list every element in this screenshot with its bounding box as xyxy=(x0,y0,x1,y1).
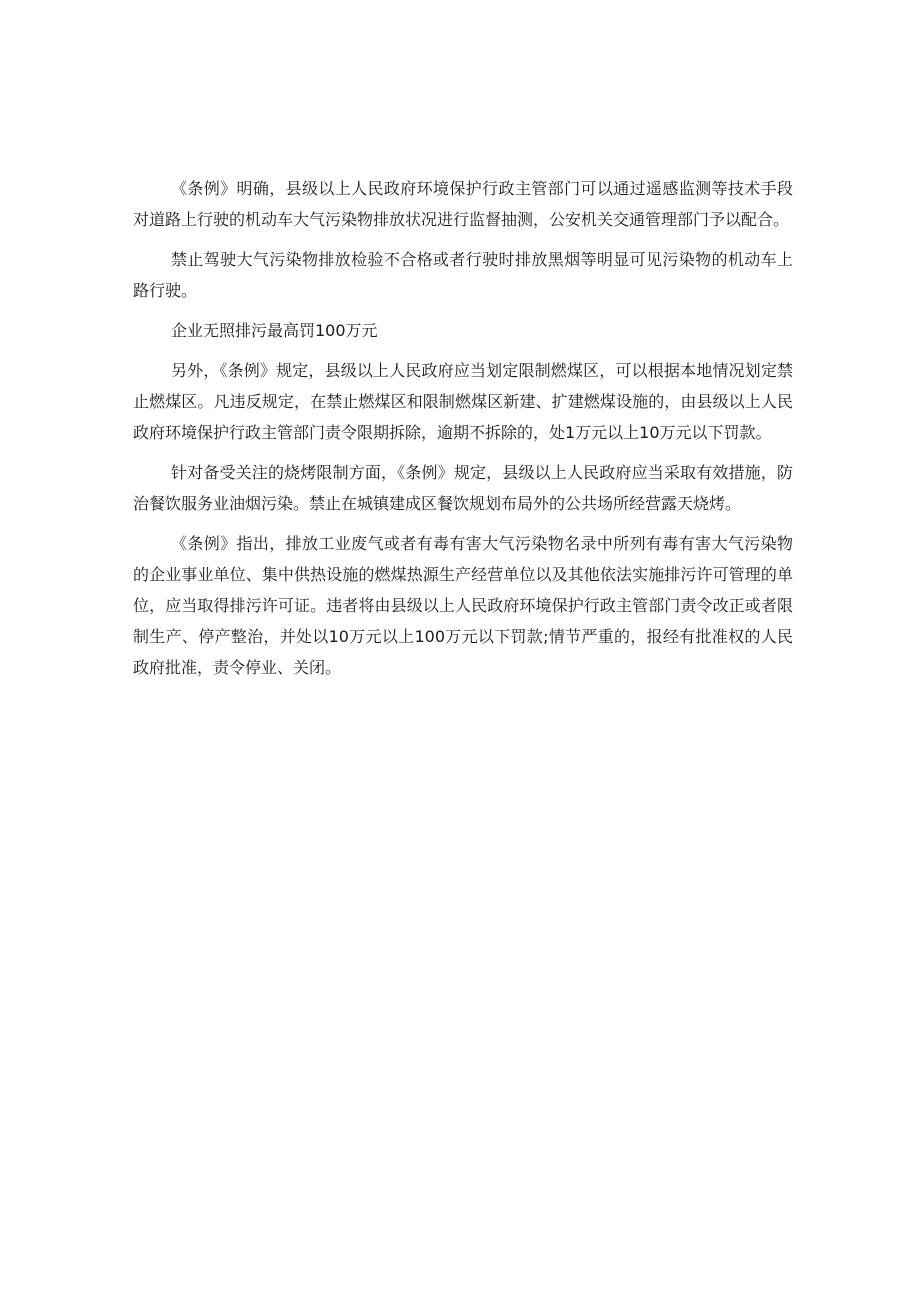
document-body xyxy=(133,173,793,692)
paragraph-coal-zone: 另外，《条例》规定，县级以上人民政府应当划定限制燃煤区，可以根据本地情况划定禁止燃煤区。凡违反规定，在禁止燃煤区和限制燃煤区新建、扩建燃煤设施的，由县级以上人民政府环境保护行政主管部门责令限期拆除，逾期不拆除的，处1万元以上10万元以下罚款。 xyxy=(133,361,793,442)
section-heading: 企业无照排污最高罚100万元 xyxy=(171,321,378,340)
paragraph-emission-permit: 《条例》指出，排放工业废气或者有毒有害大气污染物名录中所列有毒有害大气污染物的企业事业单位、集中供热设施的燃煤热源生产经营单位以及其他依法实施排污许可管理的单位，应当取得排污许可证。违者将由县级以上人民政府环境保护行政主管部门责令改正或者限制生产、停产整治，并处以10万元以上100万元以下罚款;情节严重的，报经有批准权的人民政府批准，责令停业、关闭。 xyxy=(133,534,793,677)
paragraph-remote-sensing: 《条例》明确，县级以上人民政府环境保护行政主管部门可以通过遥感监测等技术手段对道路上行驶的机动车大气污染物排放状况进行监督抽测，公安机关交通管理部门予以配合。 xyxy=(133,179,793,229)
paragraph-black-smoke-ban: 禁止驾驶大气污染物排放检验不合格或者行驶时排放黑烟等明显可见污染物的机动车上路行驶。 xyxy=(133,250,793,300)
paragraph-barbecue: 针对备受关注的烧烤限制方面，《条例》规定，县级以上人民政府应当采取有效措施，防治餐饮服务业油烟污染。禁止在城镇建成区餐饮规划布局外的公共场所经营露天烧烤。 xyxy=(133,463,793,513)
